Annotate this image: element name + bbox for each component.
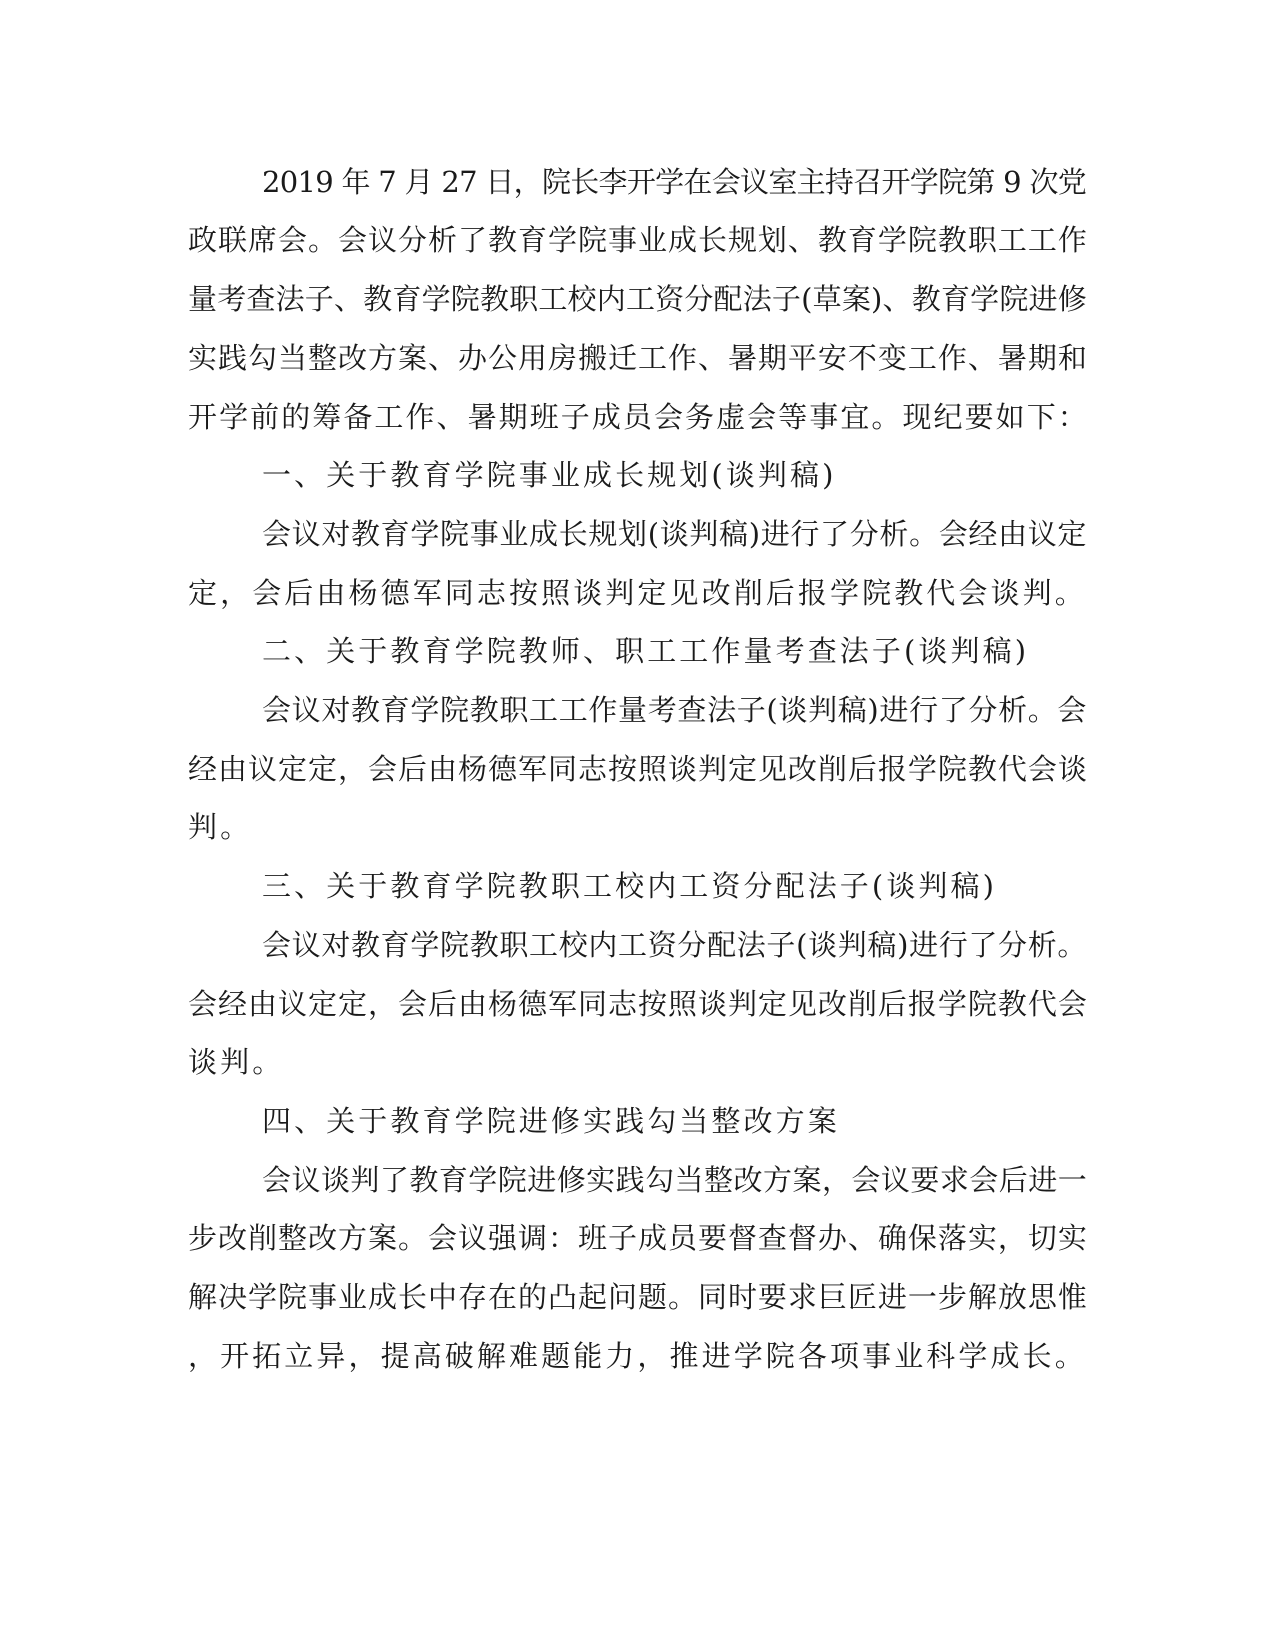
section-4-body-line-3: 解决学院事业成长中存在的凸起问题。同时要求巨匠进一步解放思惟 [188,1280,1088,1314]
section-3-body-line-2: 会经由议定定，会后由杨德军同志按照谈判定见改削后报学院教代会 [188,987,1088,1021]
paragraph-intro-line-4: 实践勾当整改方案、办公用房搬迁工作、暑期平安不变工作、暑期和 [188,341,1088,375]
section-4-body-line-1: 会议谈判了教育学院进修实践勾当整改方案，会议要求会后进一 [262,1163,1088,1197]
section-heading-4: 四、关于教育学院进修实践勾当整改方案 [262,1104,840,1138]
paragraph-intro-line-3: 量考查法子、教育学院教职工校内工资分配法子(草案)、教育学院进修 [188,282,1087,316]
section-3-body-line-1: 会议对教育学院教职工校内工资分配法子(谈判稿)进行了分析。 [262,928,1088,962]
section-3-body-line-3: 谈判。 [188,1045,285,1079]
section-4-body-line-2: 步改削整改方案。会议强调：班子成员要督查督办、确保落实，切实 [188,1221,1088,1255]
section-2-body-line-1: 会议对教育学院教职工工作量考查法子(谈判稿)进行了分析。会 [262,693,1088,727]
section-1-body-line-1: 会议对教育学院事业成长规划(谈判稿)进行了分析。会经由议定 [262,517,1088,551]
section-heading-2: 二、关于教育学院教师、职工工作量考查法子(谈判稿) [262,634,1030,668]
section-4-body-line-4: ，开拓立异，提高破解难题能力，推进学院各项事业科学成长。 [188,1339,1087,1373]
paragraph-intro-line-5: 开学前的筹备工作、暑期班子成员会务虚会等事宜。现纪要如下： [188,400,1089,434]
section-1-body-line-2: 定，会后由杨德军同志按照谈判定见改削后报学院教代会谈判。 [188,576,1087,610]
paragraph-intro-line-1: 2019 年 7 月 27 日，院长李开学在会议室主持召开学院第 9 次党 [262,165,1087,199]
section-heading-3: 三、关于教育学院教职工校内工资分配法子(谈判稿) [262,869,998,903]
paragraph-intro-line-2: 政联席会。会议分析了教育学院事业成长规划、教育学院教职工工作 [188,223,1088,257]
section-heading-1: 一、关于教育学院事业成长规划(谈判稿) [262,458,837,492]
section-2-body-line-2: 经由议定定，会后由杨德军同志按照谈判定见改削后报学院教代会谈 [188,752,1088,786]
section-2-body-line-3: 判。 [188,810,253,844]
